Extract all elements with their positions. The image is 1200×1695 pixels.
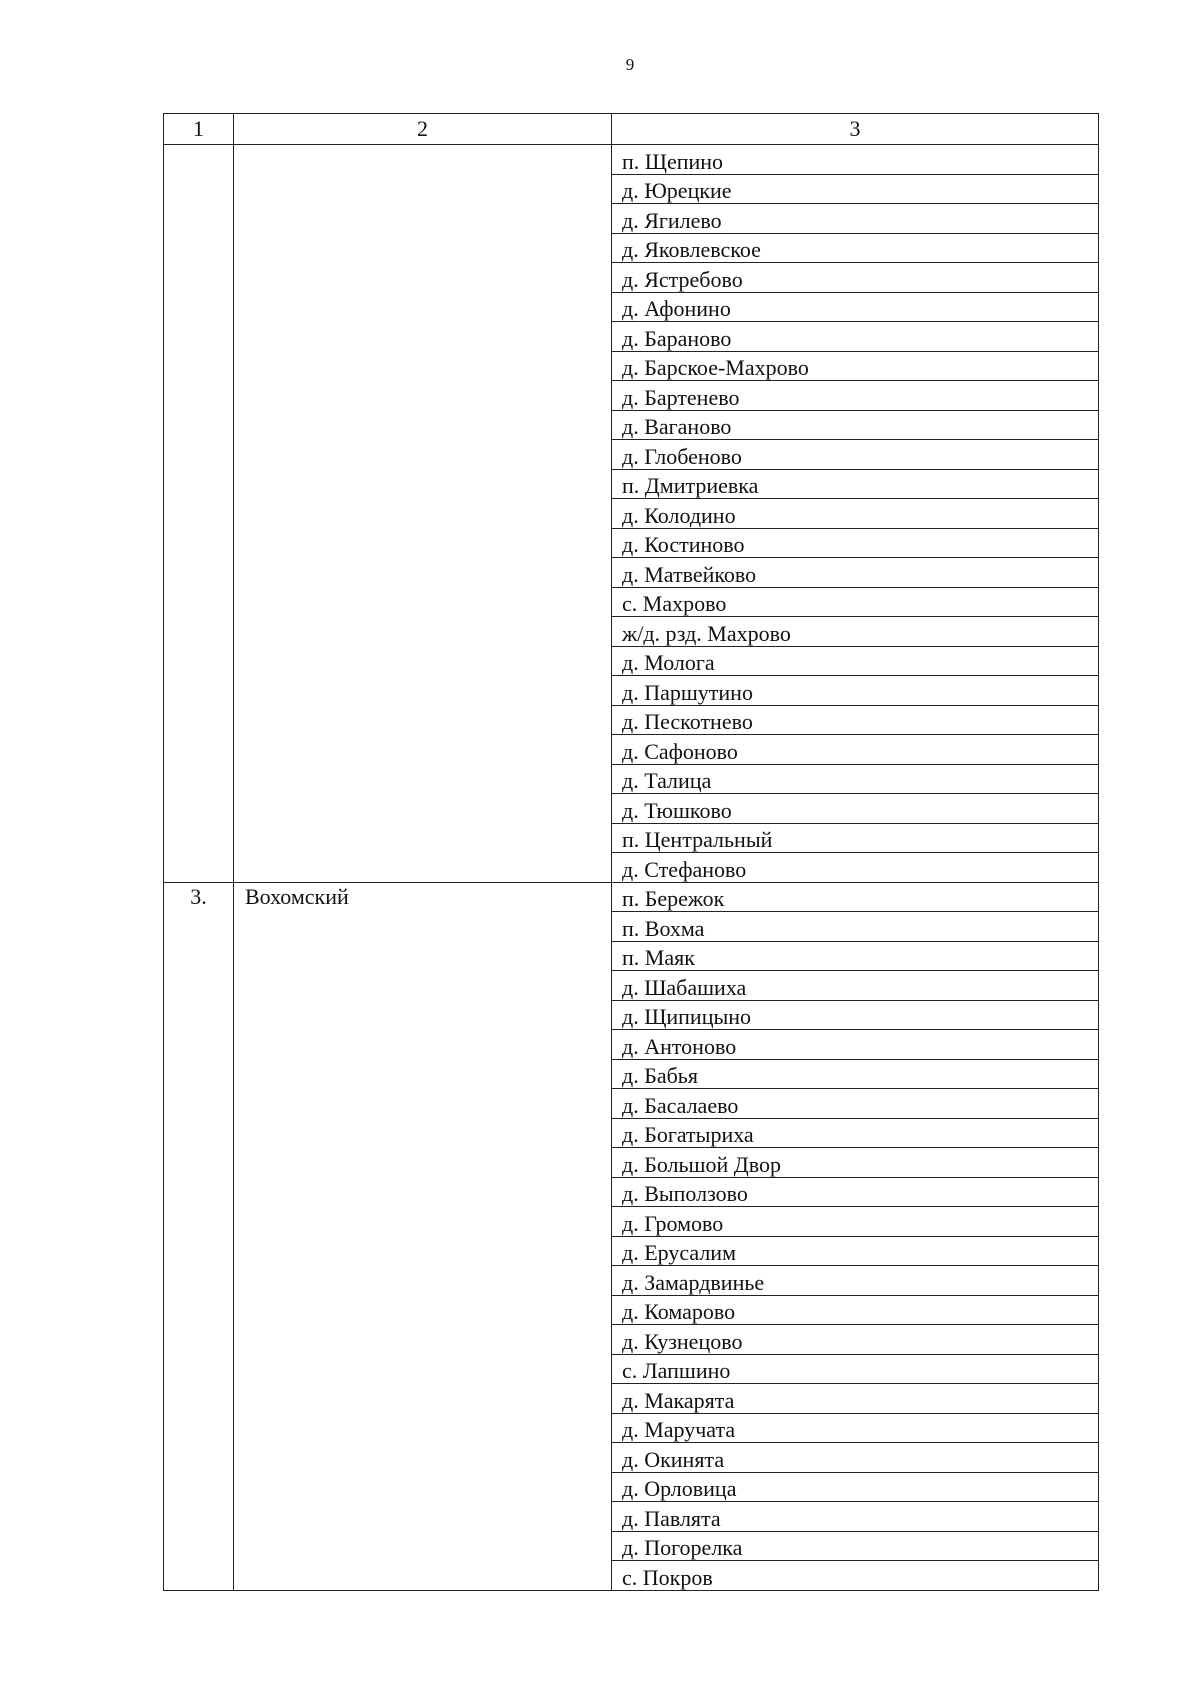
district-name: Вохомский (234, 882, 612, 1590)
settlement-cell: д. Ерусалим (612, 1236, 1099, 1266)
settlement-cell: д. Стефаново (612, 853, 1099, 883)
settlement-cell: д. Яковлевское (612, 233, 1099, 263)
settlement-cell: д. Щипицыно (612, 1000, 1099, 1030)
settlement-cell: д. Тюшково (612, 794, 1099, 824)
settlement-cell: д. Глобеново (612, 440, 1099, 470)
settlement-cell: д. Большой Двор (612, 1148, 1099, 1178)
settlement-cell: п. Маяк (612, 941, 1099, 971)
table-row (164, 145, 1099, 175)
settlement-cell: д. Павлята (612, 1502, 1099, 1532)
settlement-cell: п. Дмитриевка (612, 469, 1099, 499)
settlement-cell: д. Сафоново (612, 735, 1099, 765)
settlement-cell: д. Антоново (612, 1030, 1099, 1060)
settlement-cell: д. Костиново (612, 528, 1099, 558)
settlement-cell: д. Бартенево (612, 381, 1099, 411)
settlement-cell: д. Бараново (612, 322, 1099, 352)
settlements-table (163, 113, 1099, 1591)
settlement-cell: д. Кузнецово (612, 1325, 1099, 1355)
settlement-cell: с. Покров (612, 1561, 1099, 1591)
column-header: 1 (164, 114, 234, 145)
settlement-cell: д. Окинята (612, 1443, 1099, 1473)
settlement-cell: д. Маручата (612, 1413, 1099, 1443)
table-row (164, 882, 1099, 912)
district-name (234, 145, 612, 883)
settlement-cell: с. Махрово (612, 587, 1099, 617)
settlement-cell: д. Комарово (612, 1295, 1099, 1325)
settlement-cell: д. Макарята (612, 1384, 1099, 1414)
table-header-row (164, 114, 1099, 145)
column-header: 3 (612, 114, 1099, 145)
settlement-cell: с. Лапшино (612, 1354, 1099, 1384)
district-number: 3. (164, 882, 234, 1590)
settlement-cell: д. Басалаево (612, 1089, 1099, 1119)
settlement-cell: д. Афонино (612, 292, 1099, 322)
settlement-cell: д. Богатыриха (612, 1118, 1099, 1148)
settlement-cell: д. Ястребово (612, 263, 1099, 293)
settlement-cell: д. Барское-Махрово (612, 351, 1099, 381)
settlement-cell: д. Юрецкие (612, 174, 1099, 204)
settlement-cell: д. Орловица (612, 1472, 1099, 1502)
settlement-cell: д. Шабашиха (612, 971, 1099, 1001)
settlement-cell: ж/д. рзд. Махрово (612, 617, 1099, 647)
settlement-cell: п. Центральный (612, 823, 1099, 853)
settlement-cell: д. Выползово (612, 1177, 1099, 1207)
settlement-cell: д. Талица (612, 764, 1099, 794)
settlement-cell: д. Колодино (612, 499, 1099, 529)
settlement-cell: п. Щепино (612, 145, 1099, 175)
settlement-cell: п. Вохма (612, 912, 1099, 942)
settlement-cell: д. Пескотнево (612, 705, 1099, 735)
settlement-cell: д. Громово (612, 1207, 1099, 1237)
settlement-cell: д. Паршутино (612, 676, 1099, 706)
settlement-cell: д. Ваганово (612, 410, 1099, 440)
settlement-cell: д. Молога (612, 646, 1099, 676)
column-header: 2 (234, 114, 612, 145)
settlement-cell: д. Замардвинье (612, 1266, 1099, 1296)
settlement-cell: д. Матвейково (612, 558, 1099, 588)
district-number (164, 145, 234, 883)
settlement-cell: п. Бережок (612, 882, 1099, 912)
settlement-cell: д. Погорелка (612, 1531, 1099, 1561)
settlement-cell: д. Ягилево (612, 204, 1099, 234)
settlement-cell: д. Бабья (612, 1059, 1099, 1089)
page-number: 9 (625, 55, 635, 74)
